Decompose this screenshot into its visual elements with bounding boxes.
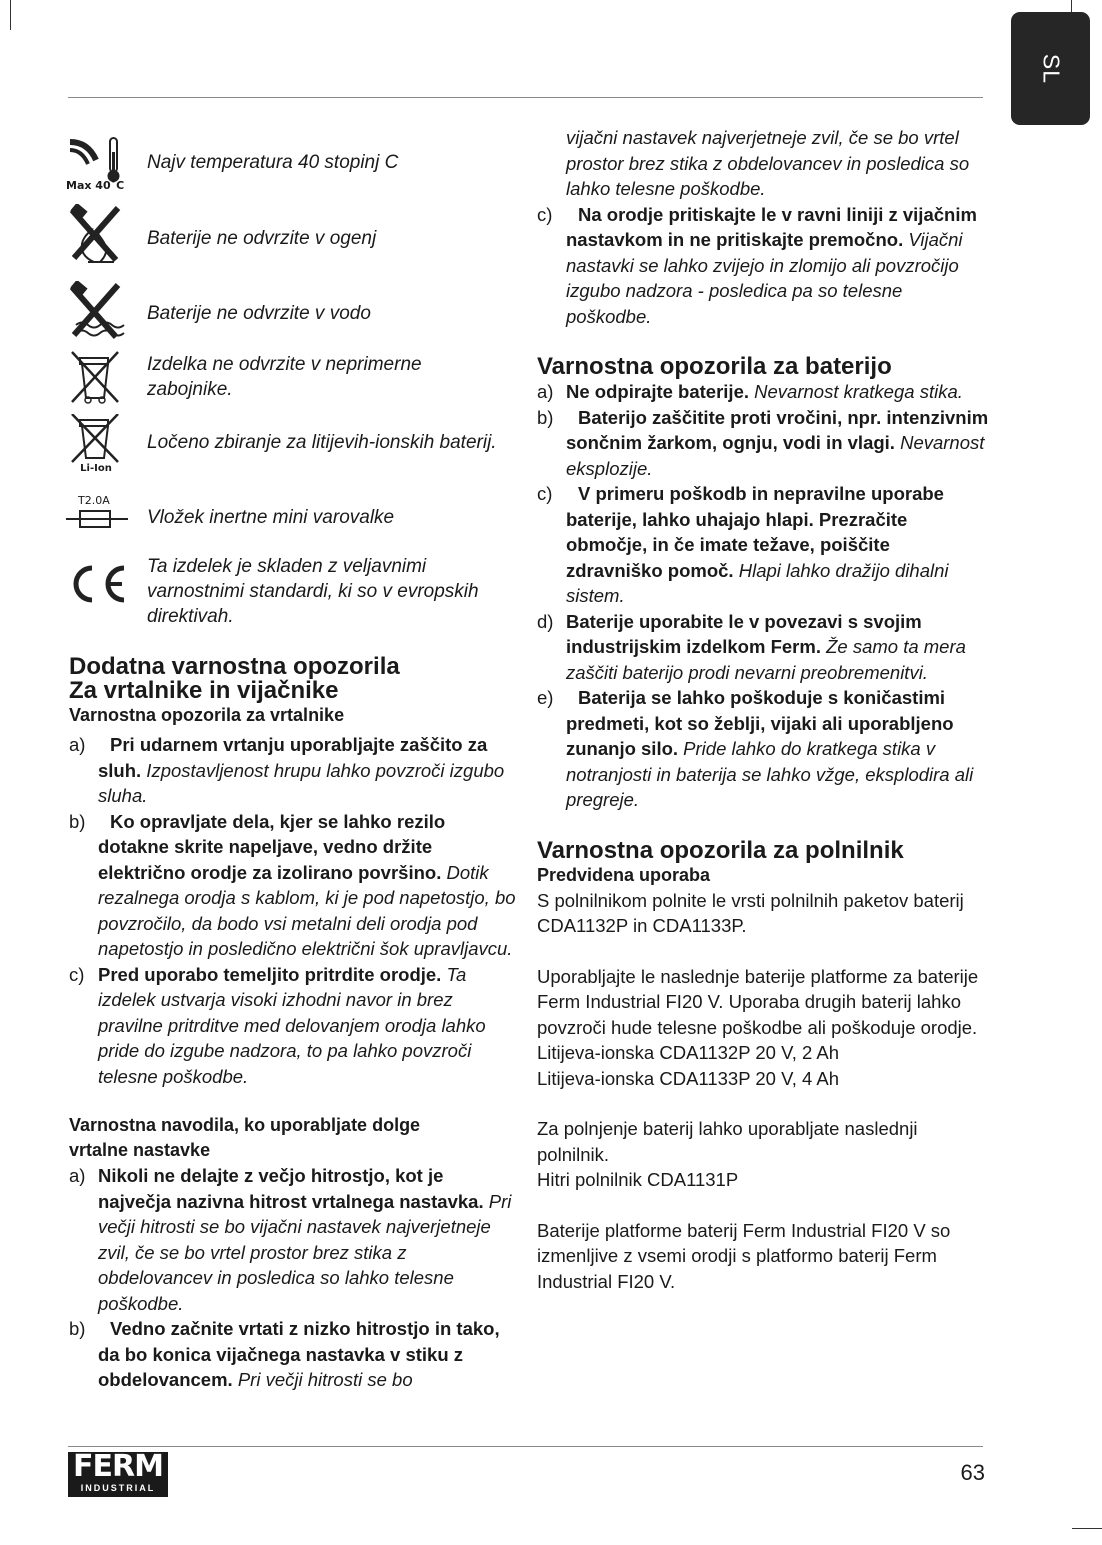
list-item bbox=[69, 1163, 521, 1316]
item-text: Pri večji hitrosti se bo bbox=[232, 1369, 413, 1390]
max-temp-badge: Max 40˚C bbox=[66, 179, 125, 192]
continuation-text: vijačni nastavek najverjetneje zvil, če se bo vrtel prostor brez stika z obdelovancev in posledica so lahko telesne poškodbe. bbox=[566, 127, 970, 199]
item-text: Vijačni nastavki se lahko zvijejo in zlomijo ali povzročijo izgubo nadzora - posledica pa so telesne poškodbe. bbox=[566, 229, 963, 327]
item-label: a) bbox=[537, 381, 554, 402]
list-item bbox=[537, 405, 990, 482]
list-item bbox=[537, 609, 990, 686]
item-label: e) bbox=[537, 687, 554, 708]
list-item bbox=[537, 481, 990, 609]
heading-charger-warnings: Varnostna opozorila za polnilnik bbox=[537, 836, 904, 864]
item-label: b) bbox=[69, 810, 86, 832]
item-bold: Baterijo zaščitite proti vročini, npr. intenzivnim sončnim žarkom, ognju, vodi in vlagi. bbox=[566, 406, 989, 453]
language-tab-label: SL bbox=[1038, 53, 1064, 84]
max-temperature-icon bbox=[66, 134, 128, 196]
item-label: c) bbox=[69, 963, 85, 985]
page-number: 63 bbox=[960, 1460, 985, 1485]
item-label: d) bbox=[537, 610, 554, 632]
heading-additional-warnings: Dodatna varnostna opozorila bbox=[69, 653, 400, 680]
item-bold: Ko opravljate dela, kjer se lahko rezilo dotakne skrite napeljave, vedno držite električno orodje za izolirano površino. bbox=[98, 810, 446, 883]
item-bold: Vedno začnite vrtati z nizko hitrostjo in tako, da bo konica vijačnega nastavka v stiku z obdelovancem. bbox=[98, 1318, 500, 1390]
subheading-long-bits: Varnostna navodila, ko uporabljate dolge vrtalne nastavke bbox=[69, 1115, 421, 1160]
item-text: Nevarnost kratkega stika. bbox=[749, 381, 963, 402]
fuse-icon bbox=[66, 494, 128, 534]
logo-sub: INDUSTRIAL bbox=[80, 1483, 156, 1493]
item-bold: Na orodje pritiskajte le v ravni liniji z vijačnim nastavkom in ne pritiskajte premočno. bbox=[566, 203, 977, 250]
list-item bbox=[69, 809, 521, 962]
fuse-badge: T2.0A bbox=[78, 494, 110, 507]
item-text: Ta izdelek ustvarja visoki izhodni navor in brez pravilne pritrditve med delovanjem orodja lahko pride do izgube nadzora, to pa lahko povzroči telesne poškodbe. bbox=[98, 963, 486, 1087]
symbol-text-fuse: Vložek inertne mini varovalke bbox=[147, 507, 395, 528]
li-ion-badge: Li-Ion bbox=[80, 463, 112, 474]
item-bold: Baterije uporabite le v povezavi s svojim industrijskim izdelkom Ferm. bbox=[566, 610, 922, 657]
paragraph-charger-use: S polnilnikom polnite le vrsti polnilnih paketov baterij CDA1132P in CDA1133P. bbox=[537, 889, 964, 936]
no-water-icon bbox=[66, 281, 128, 341]
list-item bbox=[69, 1316, 521, 1393]
list-item bbox=[69, 732, 521, 809]
symbol-text-water: Baterije ne odvrzite v vodo bbox=[147, 303, 371, 324]
heading-battery-warnings: Varnostna opozorila za baterijo bbox=[537, 353, 892, 380]
item-label: a) bbox=[69, 734, 86, 755]
item-text: Izpostavljenost hrupu lahko povzroči izgubo sluha. bbox=[98, 759, 505, 806]
left-column bbox=[69, 655, 521, 1393]
paragraph-battery-platform: Uporabljajte le naslednje baterije platforme za baterije Ferm Industrial FI20 V. Uporaba drugih baterij lahko povzroči hude telesne poškodbe ali poškoduje orodje. bbox=[537, 965, 979, 1038]
item-bold: Nikoli ne delajte z večjo hitrostjo, kot je največja nazivna hitrost vrtalnega nastavka. bbox=[98, 1165, 484, 1212]
heading-drills-screwdrivers: Za vrtalnike in vijačnike bbox=[69, 677, 339, 704]
item-bold: Baterija se lahko poškoduje s koničastimi predmeti, kot so žeblji, vijaki ali uporabljeno zunanjo silo. bbox=[566, 687, 954, 759]
item-text: Pride lahko do kratkega stika v notranjosti in baterija se lahko vžge, eksplodira ali pregreje. bbox=[566, 738, 974, 810]
symbol-text-fire: Baterije ne odvrzite v ogenj bbox=[147, 228, 377, 249]
list-item bbox=[537, 685, 990, 813]
paragraph-compatibility: Baterije platforme baterij Ferm Industrial FI20 V so izmenljive z vsemi orodji s platformo baterij Ferm Industrial FI20 V. bbox=[537, 1219, 951, 1292]
paragraph-charger: Za polnjenje baterij lahko uporabljate naslednji polnilnik. bbox=[537, 1118, 918, 1165]
crossed-bin-icon bbox=[66, 348, 128, 404]
crop-mark-top-left bbox=[10, 0, 11, 30]
item-label: c) bbox=[537, 203, 553, 225]
item-text: Že samo ta mera zaščiti baterijo prodi nevarni preobremenitvi. bbox=[566, 636, 966, 683]
item-label: b) bbox=[537, 406, 554, 428]
li-ion-bin-icon bbox=[66, 414, 128, 476]
battery-model-1: Litijeva-ionska CDA1132P 20 V, 2 Ah bbox=[537, 1042, 840, 1063]
symbol-text-li-ion: Ločeno zbiranje za litijevih-ionskih baterij. bbox=[147, 432, 497, 453]
ce-mark-icon bbox=[66, 560, 128, 610]
item-bold: Pred uporabo temeljito pritrdite orodje. bbox=[98, 963, 442, 985]
footer-rule bbox=[68, 1446, 983, 1447]
crop-mark-bottom-right bbox=[1072, 1528, 1102, 1529]
language-tab bbox=[1011, 12, 1090, 125]
item-label: b) bbox=[69, 1318, 86, 1339]
item-bold: Ne odpirajte baterije. bbox=[566, 381, 749, 402]
item-text: Nevarnost eksplozije. bbox=[566, 432, 985, 479]
ferm-logo bbox=[68, 1449, 168, 1497]
subheading-intended-use: Predvidena uporaba bbox=[537, 864, 711, 885]
item-bold: V primeru poškodb in nepravilne uporabe baterije, lahko uhajajo hlapi. Prezračite območje, in če imate težave, poiščite zdravniško pomoč. bbox=[566, 483, 944, 581]
list-item bbox=[69, 962, 521, 1090]
item-label: a) bbox=[69, 1165, 86, 1186]
battery-model-2: Litijeva-ionska CDA1133P 20 V, 4 Ah bbox=[537, 1067, 840, 1089]
item-text: Hlapi lahko dražijo dihalni sistem. bbox=[566, 559, 949, 606]
symbol-text-temperature: Najv temperatura 40 stopinj C bbox=[147, 152, 399, 173]
subheading-drill-warnings: Varnostna opozorila za vrtalnike bbox=[69, 705, 345, 725]
list-item bbox=[537, 379, 990, 405]
right-column bbox=[537, 125, 990, 1294]
item-label: c) bbox=[537, 483, 553, 504]
item-bold: Pri udarnem vrtanju uporabljajte zaščito za sluh. bbox=[98, 734, 488, 781]
symbol-text-bin: Izdelka ne odvrzite v neprimerne zabojnike. bbox=[147, 354, 422, 400]
symbol-text-ce: Ta izdelek je skladen z veljavnimi varnostnimi standardi, ki so v evropskih direktivah. bbox=[147, 556, 479, 627]
charger-model: Hitri polnilnik CDA1131P bbox=[537, 1169, 739, 1190]
list-item bbox=[537, 202, 990, 330]
item-text: Dotik rezalnega orodja s kablom, ki je pod napetostjo, bo povzročilo, da bodo vsi metalni deli orodja pod napetostjo in posledično električni šok upravljavcu. bbox=[98, 861, 516, 959]
header-rule bbox=[68, 97, 983, 98]
no-fire-icon bbox=[66, 204, 128, 264]
logo-brand: FERM bbox=[73, 1449, 163, 1484]
item-text: Pri večji hitrosti se bo vijačni nastavek najverjetneje zvil, če se bo vrtel prostor brez stika z obdelovancev in posledica so lahko telesne poškodbe. bbox=[98, 1190, 512, 1314]
